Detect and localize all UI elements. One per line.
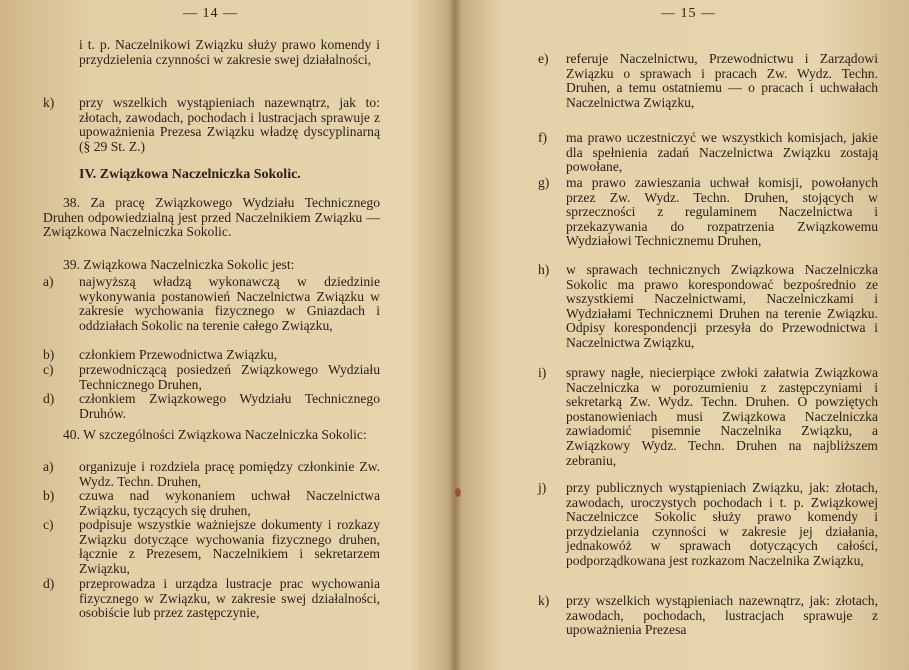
item-label: d): [43, 576, 55, 591]
item-text: w sprawach technicznych Związkowa Naczelniczka Sokolic ma prawo korespondować bezpośrednio ze wszystkiemi Naczelnictwami, Naczelniczkami i Wydziałami Technicznemi Druhen na terenie Związku. Odpisy korespondencji przesyła do Przewodnictwa i Naczelnictwa Związku,: [566, 262, 878, 350]
item-text: członkiem Związkowego Wydziału Technicznego Druhów.: [79, 391, 380, 421]
item-text: referuje Naczelnictwu, Przewodnictwu i Zarządowi Związku o sprawach i pracach Zw. Wydz. Techn. Druhen, a temu ostatniemu — o pracach i uchwałach Naczelnictwa Związku,: [566, 51, 878, 110]
item-text: organizuje i rozdziela pracę pomiędzy członkinie Zw. Wydz. Techn. Druhen,: [79, 459, 380, 489]
item-label: i): [538, 365, 547, 380]
page-number-right: — 15 —: [661, 6, 716, 21]
page-number-left: — 14 —: [183, 6, 238, 21]
item-label: e): [538, 51, 549, 66]
list-item: [43, 518, 380, 578]
list-item: [43, 489, 380, 519]
item-label: a): [43, 459, 54, 474]
list-item: [43, 577, 380, 637]
list-item: [538, 366, 878, 484]
left-page: [0, 0, 448, 670]
paragraph-39: 39. Związkowa Naczelniczka Sokolic jest:: [63, 257, 295, 272]
item-label: d): [43, 391, 55, 406]
item-text: przy publicznych wystąpieniach Związku, jak: złotach, zawodach, uroczystych pochodach i t. p. Związkowej Naczelniczce Sokolic służy prawo komendy i przydzielania czynności w zakresie jej działania, jednakowóż w sprawach dotyczących całości, podporządkowana jest rozkazom Naczelnika Związku,: [566, 480, 878, 568]
ink-stain: [455, 488, 461, 497]
paragraph-38: 38. Za pracę Związkowego Wydziału Technicznego Druhen odpowiedzialną jest przed Naczelnikiem Związku — Związkowa Naczelniczka Sokolic.: [43, 195, 380, 240]
item-text: podpisuje wszystkie ważniejsze dokumenty i rozkazy Związku dotyczące wychowania fizycznego druhen, łącznie z Prezesem, Naczelnikiem i sekretarzem Związku,: [79, 517, 380, 576]
list-item: [538, 52, 878, 126]
item-text: czuwa nad wykonaniem uchwał Naczelnictwa Związku, tyczących się druhen,: [79, 488, 380, 518]
item-label: b): [43, 488, 55, 503]
item-text: najwyższą władzą wykonawczą w dziedzinie wykonywania postanowień Naczelnictwa Związku w zakresie wychowania fizycznego w Gniazdach i oddziałach Sokolic na terenie całego Związku,: [79, 274, 380, 333]
list-item: [538, 176, 878, 264]
list-item: [43, 275, 380, 347]
item-text: przeprowadza i urządza lustracje prac wychowania fizycznego w Związku, w zakresie swej działalności, osobiście lub przez zastępczynie,: [79, 576, 380, 621]
list-item-k: [43, 96, 380, 156]
item-label: c): [43, 362, 54, 377]
list-item: [43, 460, 380, 490]
item-label: c): [43, 517, 54, 532]
list-item: [538, 594, 878, 639]
item-text: przy wszelkich wystąpieniach nazewnątrz, jak to: złotach, zawodach, pochodach i lustracjach sprawuje z upoważnienia Prezesa Związku władzę dyscyplinarną (§ 29 St. Z.): [79, 95, 380, 154]
item-label: g): [538, 175, 550, 190]
item-label: k): [43, 95, 55, 110]
list-item: [538, 481, 878, 591]
item-text: członkiem Przewodnictwa Związku,: [79, 347, 278, 362]
item-text: ma prawo uczestniczyć we wszystkich komisjach, jakie dla spełnienia zadań Naczelnictwa Związku zostają powołane,: [566, 130, 878, 175]
list-item: [538, 263, 878, 366]
list-item: [538, 131, 878, 176]
item-label: j): [538, 480, 547, 495]
right-page: [462, 0, 909, 670]
list-item: [43, 363, 380, 393]
item-label: f): [538, 130, 548, 145]
item-text: ma prawo zawieszania uchwał komisji, powołanych przez Zw. Wydz. Techn. Druhen, stojących w sprzeczności z regulaminem Naczelnictwa i przekazywania do rozpatrzenia Związkowemu Wydziałowi Technicznemu Druhen,: [566, 175, 878, 249]
item-label: b): [43, 347, 55, 362]
list-item: [43, 348, 380, 363]
item-label: h): [538, 262, 550, 277]
item-text: przy wszelkich wystąpieniach nazewnątrz, jak: złotach, zawodach, pochodach, lustracjach sprawuje z upoważnienia Prezesa: [566, 593, 878, 638]
book-gutter: [448, 0, 462, 670]
item-text: przewodniczącą posiedzeń Związkowego Wydziału Technicznego Druhen,: [79, 362, 380, 392]
section-heading: IV. Związkowa Naczelniczka Sokolic.: [79, 167, 301, 182]
item-text: sprawy nagłe, niecierpiące zwłoki załatwia Związkowa Naczelniczka w porozumieniu z zastępczyniami i sekretarką Zw. Wydz. Techn. Druhen. O powziętych postanowieniach musi Związkowa Naczelniczka zawiadomić pisemnie Naczelnika Związku, a Związkowy Wydz. Techn. Druhen na najbliższem zebraniu,: [566, 365, 878, 468]
item-label: a): [43, 274, 54, 289]
list-item: [43, 392, 380, 422]
paragraph-40: 40. W szczególności Związkowa Naczelniczka Sokolic:: [63, 427, 367, 442]
item-label: k): [538, 593, 550, 608]
intro-paragraph: i t. p. Naczelnikowi Związku służy prawo komendy i przydzielenia czynności w zakresie swej działalności,: [79, 37, 380, 67]
